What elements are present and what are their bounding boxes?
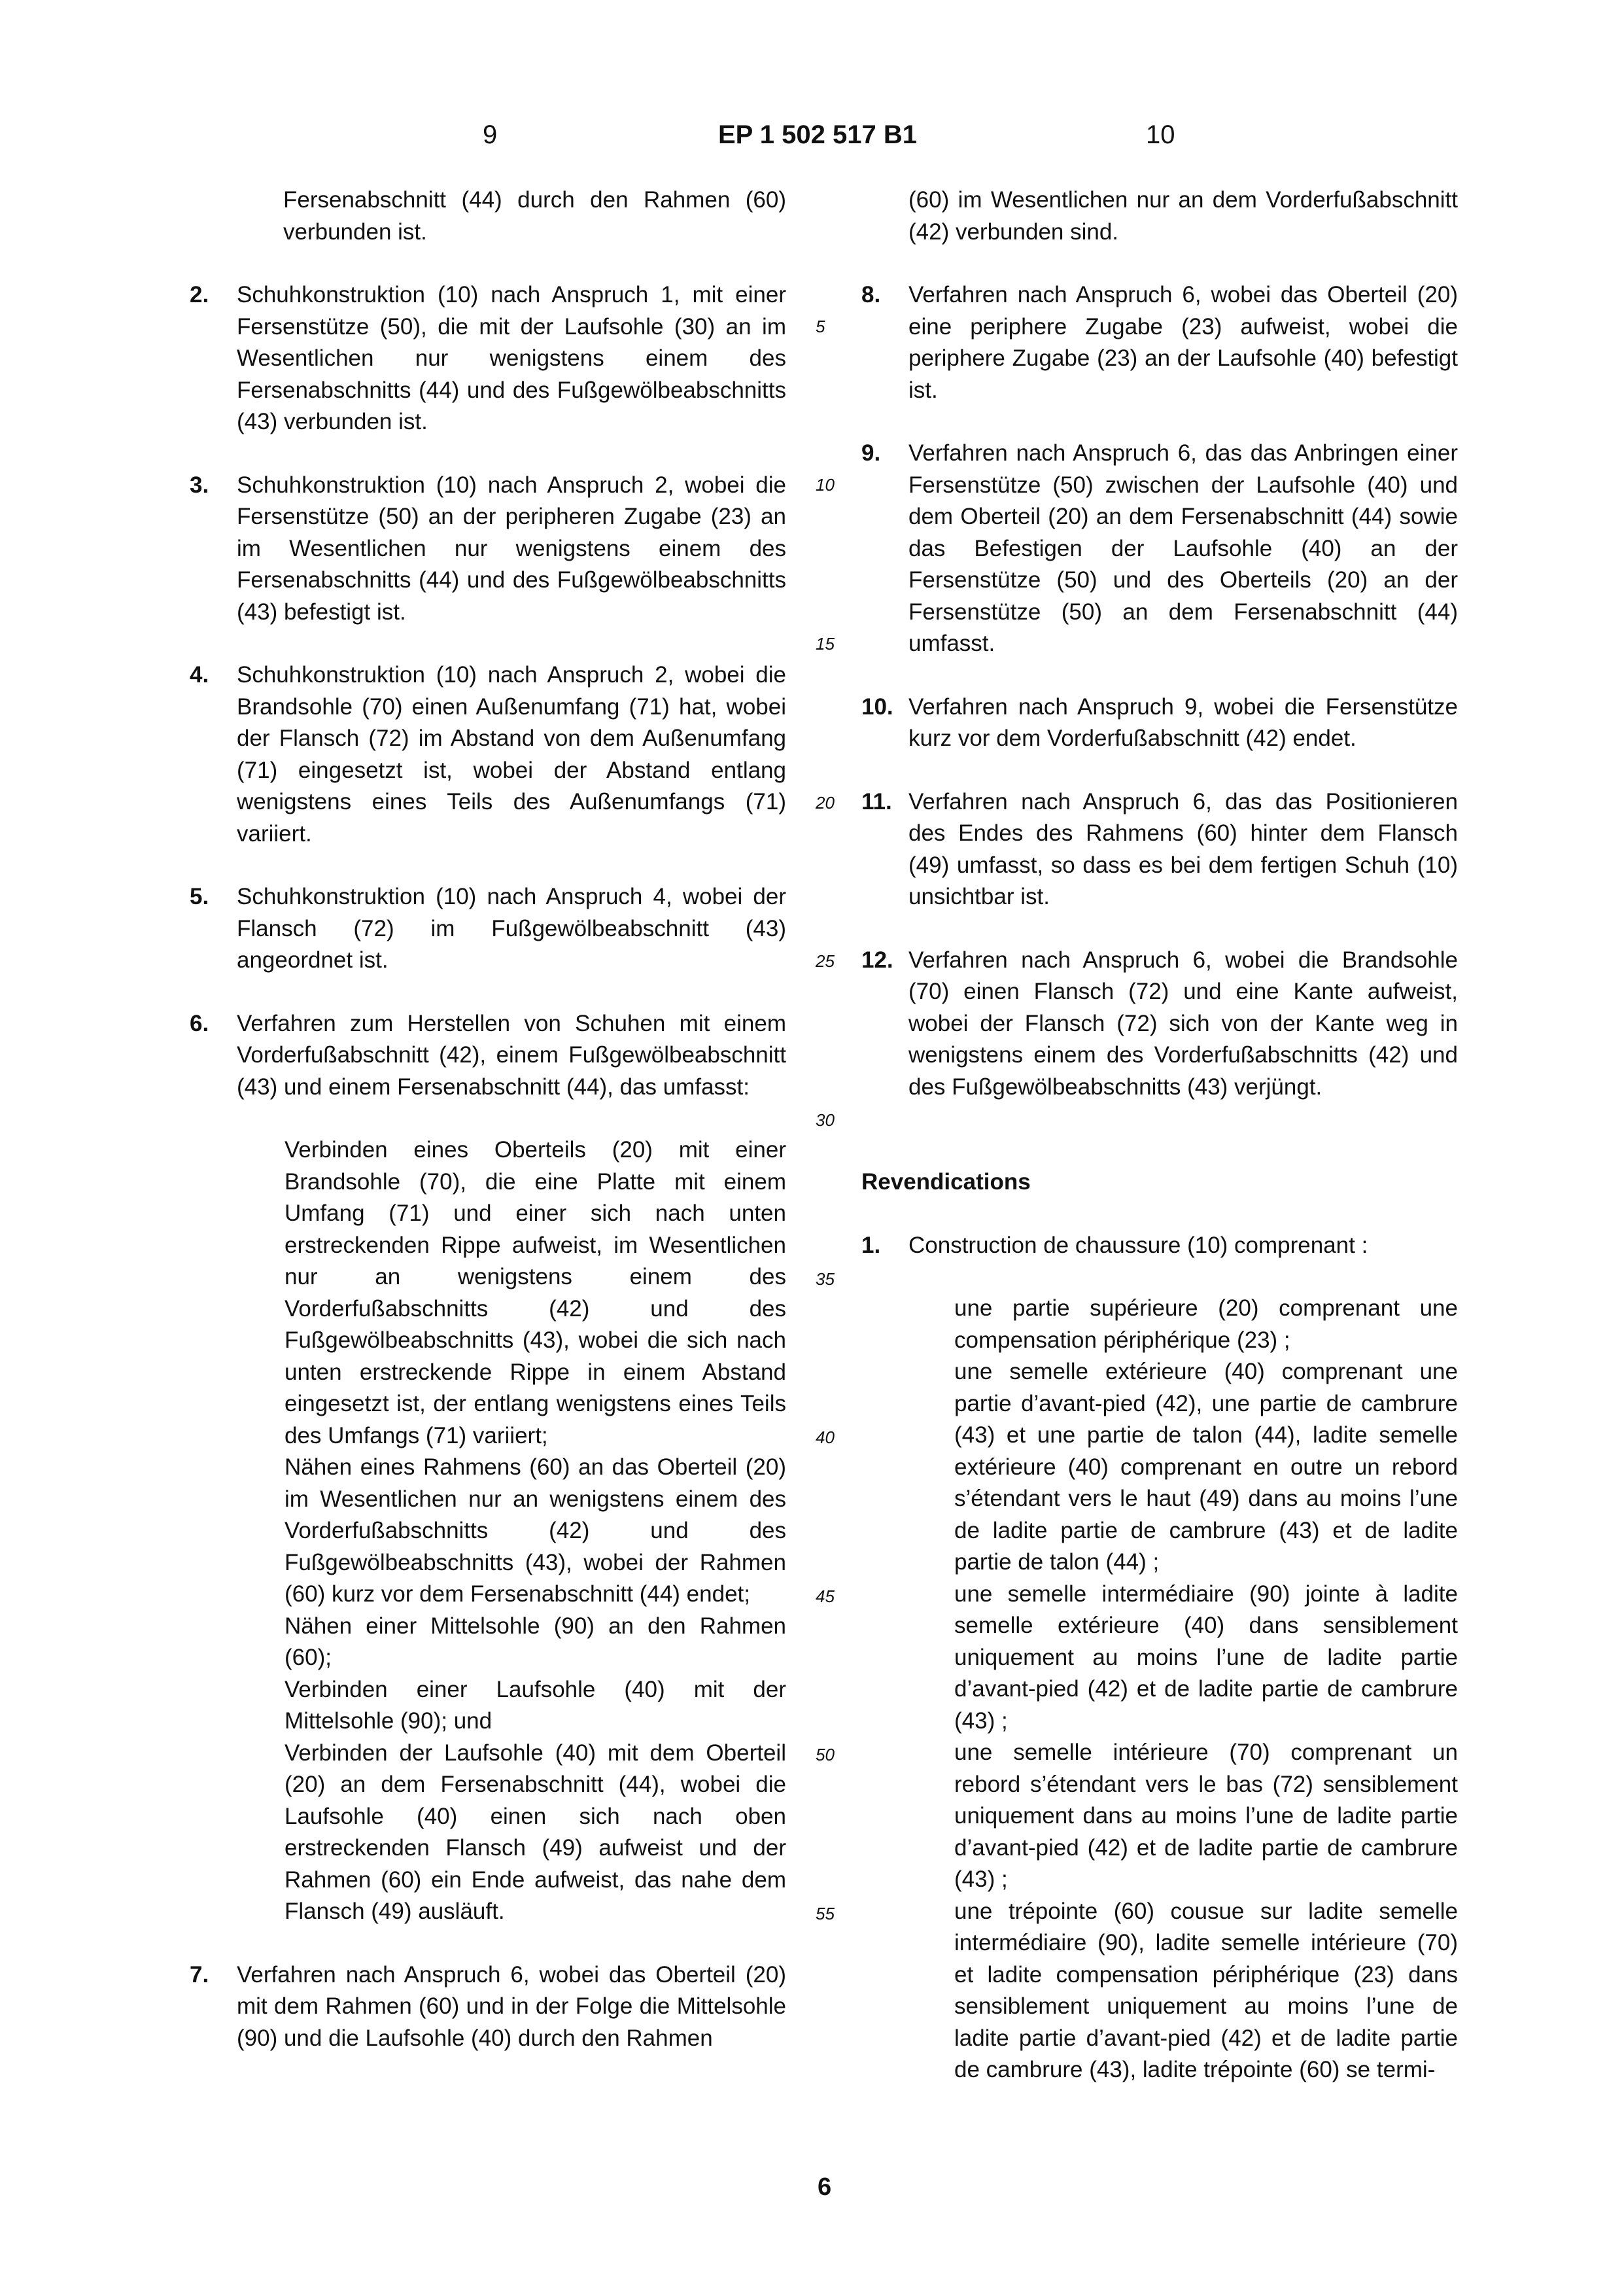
claim-element: une partie supérieure (20) comprenant une compensation périphérique (23) ; xyxy=(954,1295,1458,1353)
line-number: 25 xyxy=(816,951,835,971)
line-number: 40 xyxy=(816,1428,835,1447)
right-column xyxy=(861,184,1458,2086)
claim-number: 6. xyxy=(190,1010,209,1036)
claim-11 xyxy=(861,786,1458,913)
claim-4 xyxy=(190,659,786,850)
claim-text: Verfahren nach Anspruch 6, wobei die Brandsohle (70) einen Flansch (72) und eine Kante aufweist, wobei der Flansch (72) sich von der Kante weg in wenigstens einem des Vorderfußabschnitts (42) und des Fußgewölbeabschnitts (43) verjüngt. xyxy=(908,947,1458,1100)
claim-text: Verfahren zum Herstellen von Schuhen mit einem Vorderfußabschnitt (42), einem Fußgewölbeabschnitt (43) und einem Fersenabschnitt (44), das umfasst: xyxy=(237,1010,786,1100)
method-step: Verbinden der Laufsohle (40) mit dem Oberteil (20) an dem Fersenabschnitt (44), wobei die Laufsohle (40) einen sich nach oben erstreckenden Flansch (49) aufweist und der Rahmen (60) ein Ende aufweist, das nahe dem Flansch (49) ausläuft. xyxy=(285,1740,786,1924)
claim-number: 3. xyxy=(190,472,209,498)
claim-3 xyxy=(190,470,786,629)
claim-element: une trépointe (60) cousue sur ladite semelle intermédiaire (90), ladite semelle intérieure (70) et ladite compensation périphérique (23) dans sensiblement uniquement au moins l’une de ladite partie d’avant-pied (42) et de ladite partie de cambrure (43), ladite trépointe (60) se termi- xyxy=(954,1898,1458,2082)
line-number: 20 xyxy=(816,793,835,813)
method-step: Nähen eines Rahmens (60) an das Oberteil (20) im Wesentlichen nur an wenigstens einem des Vorderfußabschnitts (42) und des Fußgewölbeabschnitts (43), wobei der Rahmen (60) kurz vor dem Fersenabschnitt (44) endet; xyxy=(285,1454,786,1607)
claim-10 xyxy=(861,692,1458,755)
left-column xyxy=(190,184,786,2054)
footer-page-number: 6 xyxy=(818,2173,832,2201)
claim-text: Verfahren nach Anspruch 6, wobei das Oberteil (20) eine periphere Zugabe (23) aufweist, wobei die periphere Zugabe (23) an der Laufsohle (40) befestigt ist. xyxy=(908,282,1458,403)
claim-text: Verfahren nach Anspruch 9, wobei die Fersenstütze kurz vor dem Vorderfußabschnitt (42) endet. xyxy=(908,693,1458,751)
claim-number: 1. xyxy=(861,1232,881,1258)
claim-text: Verfahren nach Anspruch 6, wobei das Oberteil (20) mit dem Rahmen (60) und in der Folge die Mittelsohle (90) und die Laufsohle (40) durch den Rahmen xyxy=(237,1961,786,2051)
claim-9 xyxy=(861,438,1458,660)
claim-text: Verfahren nach Anspruch 6, das das Anbringen einer Fersenstütze (50) zwischen der Laufsohle (40) und dem Oberteil (20) an dem Fersenabschnitt (44) sowie das Befestigen der Laufsohle (40) an der Fersenstütze (50) und des Oberteils (20) an der Fersenstütze (50) an dem Fersenabschnitt (44) umfasst. xyxy=(908,440,1458,656)
line-number: 35 xyxy=(816,1269,835,1289)
claim-number: 4. xyxy=(190,662,209,688)
claim-text: Schuhkonstruktion (10) nach Anspruch 1, mit einer Fersenstütze (50), die mit der Laufsohle (30) an im Wesentlichen nur wenigstens einem des Fersenabschnitts (44) und des Fußgewölbeabschnitts (43) verbunden ist. xyxy=(237,282,786,434)
claim-text: Schuhkonstruktion (10) nach Anspruch 2, wobei die Brandsohle (70) einen Außenumfang (71) hat, wobei der Flansch (72) im Abstand von dem Außenumfang (71) eingesetzt ist, wobei der Abstand entlang wenigstens eines Teils des Außenumfangs (71) variiert. xyxy=(237,662,786,847)
claim-number: 12. xyxy=(861,947,893,973)
line-number: 15 xyxy=(816,634,835,654)
claim-elements xyxy=(954,1293,1458,2086)
continuation-text: (60) im Wesentlichen nur an dem Vorderfußabschnitt (42) verbunden sind. xyxy=(908,187,1458,245)
method-step: Verbinden eines Oberteils (20) mit einer Brandsohle (70), die eine Platte mit einem Umfang (71) und einer sich nach unten erstreckenden Rippe aufweist, im Wesentlichen nur an wenigstens einem des Vorderfußabschnitts (42) und des Fußgewölbeabschnitts (43), wobei die sich nach unten erstreckende Rippe in einem Abstand eingesetzt ist, der entlang wenigstens eines Teils des Umfangs (71) variiert; xyxy=(285,1137,786,1448)
claim-element: une semelle extérieure (40) comprenant une partie d’avant-pied (42), une partie de cambrure (43) et une partie de talon (44), ladite semelle extérieure (40) comprenant en outre un rebord s’étendant vers le haut (49) dans au moins l’une de ladite partie de cambrure (43) et de ladite partie de talon (44) ; xyxy=(954,1359,1458,1575)
page-number-right: 10 xyxy=(1146,120,1175,149)
claim-number: 11. xyxy=(861,788,892,815)
claim-7 xyxy=(190,1959,786,2055)
claim-number: 5. xyxy=(190,884,209,909)
claim-number: 2. xyxy=(190,282,209,307)
claim-element: une semelle intermédiaire (90) jointe à ladite semelle extérieure (40) dans sensiblement uniquement au moins l’une de ladite partie d’avant-pied (42) et de ladite partie de cambrure (43) ; xyxy=(954,1581,1458,1734)
claim-number: 8. xyxy=(861,282,881,307)
line-number: 5 xyxy=(816,317,825,336)
publication-number: EP 1 502 517 B1 xyxy=(718,120,917,149)
claim-text: Schuhkonstruktion (10) nach Anspruch 2, wobei die Fersenstütze (50) an der peripheren Zugabe (23) an im Wesentlichen nur wenigstens einem des Fersenabschnitts (44) und des Fußgewölbeabschnitts (43) befestigt ist. xyxy=(237,472,786,625)
claim-text: Construction de chaussure (10) comprenant : xyxy=(908,1232,1368,1258)
claim-2 xyxy=(190,279,786,438)
claim-5 xyxy=(190,881,786,977)
method-step: Nähen einer Mittelsohle (90) an den Rahmen (60); xyxy=(285,1613,786,1670)
method-steps xyxy=(285,1134,786,1928)
claim-6 xyxy=(190,1008,786,1104)
claim-12 xyxy=(861,945,1458,1104)
fr-claim-1 xyxy=(861,1230,1458,1262)
section-heading: Revendications xyxy=(861,1169,1031,1195)
claim-number: 9. xyxy=(861,440,881,466)
line-number: 45 xyxy=(816,1586,835,1606)
line-number: 55 xyxy=(816,1904,835,1923)
page-number-left: 9 xyxy=(483,120,498,149)
claim-text: Verfahren nach Anspruch 6, das das Positionieren des Endes des Rahmens (60) hinter dem Flansch (49) umfasst, so dass es bei dem fertigen Schuh (10) unsichtbar ist. xyxy=(908,788,1458,909)
claim-text: Schuhkonstruktion (10) nach Anspruch 4, wobei der Flansch (72) im Fußgewölbeabschnitt (43) angeordnet ist. xyxy=(237,884,786,973)
claim-number: 10. xyxy=(861,693,893,720)
line-number: 50 xyxy=(816,1745,835,1764)
claim-element: une semelle intérieure (70) comprenant un rebord s’étendant vers le bas (72) sensiblement uniquement dans au moins l’une de ladite partie d’avant-pied (42) et de ladite partie de cambrure (43) ; xyxy=(954,1740,1458,1892)
method-step: Verbinden einer Laufsohle (40) mit der Mittelsohle (90); und xyxy=(285,1676,786,1734)
continuation-text: Fersenabschnitt (44) durch den Rahmen (60) verbunden ist. xyxy=(283,187,786,245)
claim-8 xyxy=(861,279,1458,406)
line-number: 10 xyxy=(816,475,835,495)
claim-number: 7. xyxy=(190,1961,209,1988)
line-number: 30 xyxy=(816,1110,835,1130)
